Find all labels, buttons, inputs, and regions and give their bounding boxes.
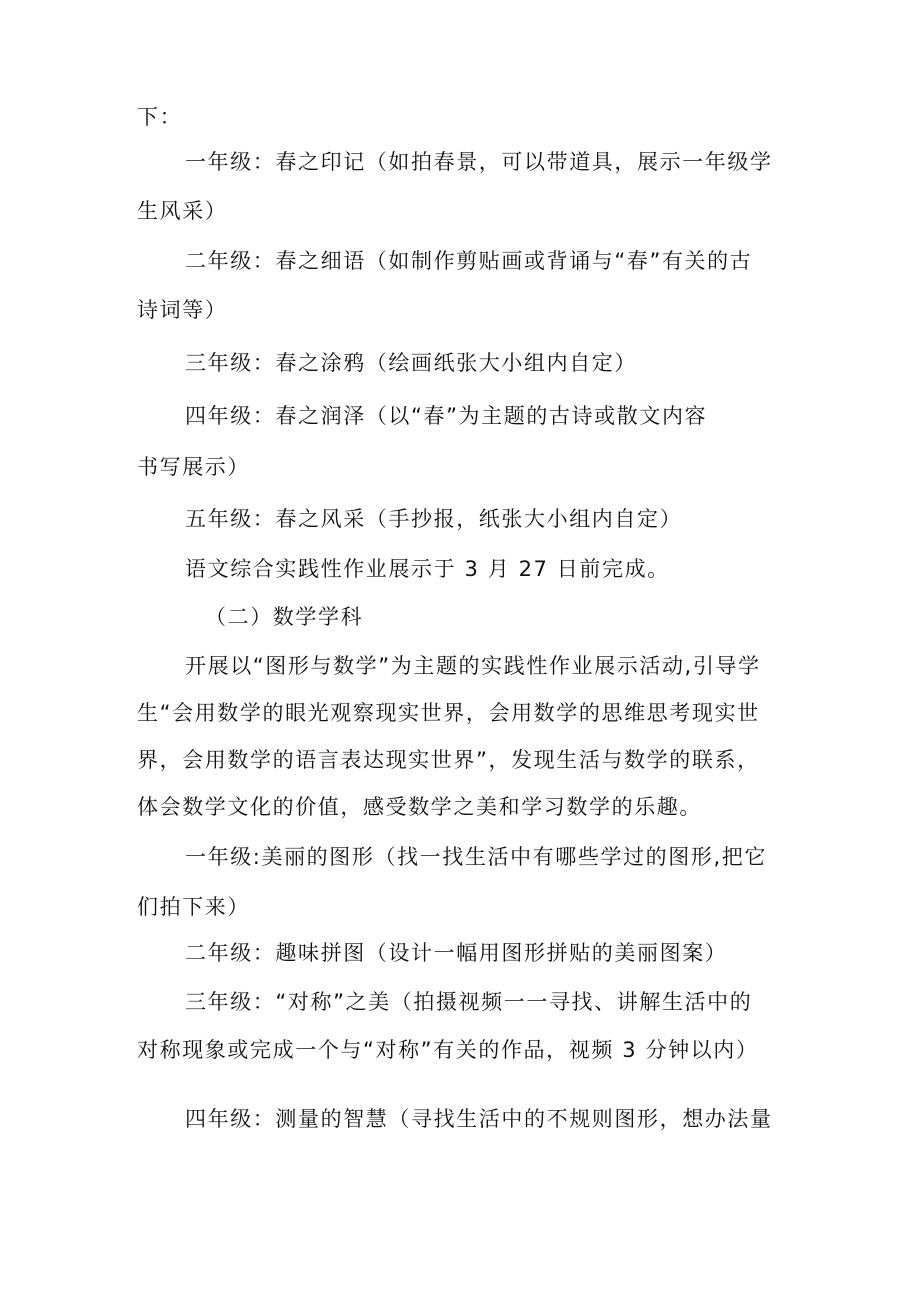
text-line: 对称现象或完成一个与“对称”有关的作品，视频 3 分钟以内） — [137, 1038, 759, 1062]
text-line: 一年级:美丽的图形（找一找生活中有哪些学过的图形,把它 — [185, 845, 767, 869]
text-line: 三年级：春之涂鸦（绘画纸张大小组内自定） — [185, 351, 637, 375]
text-line: 二年级：春之细语（如制作剪贴画或背诵与“春”有关的古 — [185, 249, 753, 273]
text-line: 三年级：“对称”之美（拍摄视频一一寻找、讲解生活中的 — [185, 990, 753, 1014]
text-line: 下： — [137, 105, 183, 129]
text-line: 开展以“图形与数学”为主题的实践性作业展示活动,引导学 — [185, 654, 761, 678]
text-line: 生“会用数学的眼光观察现实世界，会用数学的思维思考现实世 — [137, 701, 760, 725]
text-line: 语文综合实践性作业展示于 3 月 27 日前完成。 — [185, 557, 670, 581]
text-line: 一年级：春之印记（如拍春景，可以带道具，展示一年级学 — [185, 150, 773, 174]
text-line: 四年级：春之润泽（以“春”为主题的古诗或散文内容 — [185, 404, 708, 428]
text-line: 五年级：春之风采（手抄报，纸张大小组内自定） — [185, 507, 683, 531]
text-line: 四年级：测量的智慧（寻找生活中的不规则图形，想办法量 — [185, 1107, 773, 1131]
text-line: 二年级：趣味拼图（设计一幅用图形拼贴的美丽图案） — [185, 941, 728, 965]
text-line: 界，会用数学的语言表达现实世界”，发现生活与数学的联系， — [137, 748, 760, 772]
text-line: 诗词等） — [137, 298, 228, 322]
text-line: 生风采） — [137, 199, 228, 223]
text-line: 们拍下来） — [137, 895, 250, 919]
text-line: 体会数学文化的价值，感受数学之美和学习数学的乐趣。 — [137, 795, 702, 819]
section-heading: （二）数学学科 — [205, 605, 364, 629]
text-line: 书写展示） — [137, 455, 250, 479]
